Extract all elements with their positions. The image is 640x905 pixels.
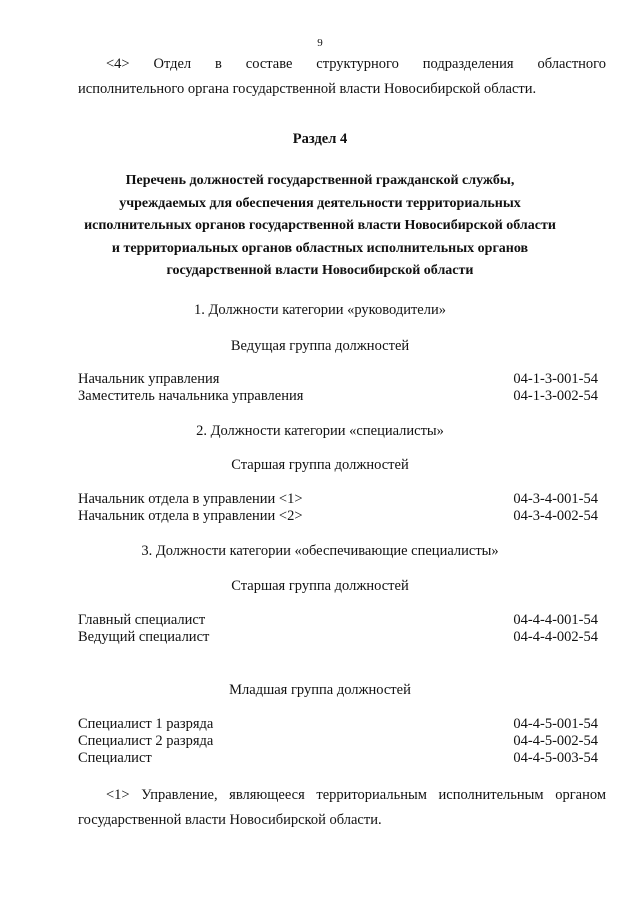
title-line: исполнительных органов государственной власти Новосибирской области [84,218,556,233]
position-name: Главный специалист [78,612,206,628]
footnote-1 [78,783,606,833]
position-name: Специалист [78,750,152,766]
footnote-1-line-2: государственной власти Новосибирской области. [78,812,382,828]
position-code: 04-1-3-001-54 [513,371,598,387]
position-code: 04-3-4-001-54 [513,491,598,507]
position-name: Начальник управления [78,371,220,387]
category-2-group: Старшая группа должностей [231,457,409,473]
position-name: Начальник отдела в управлении <1> [78,491,303,507]
position-code: 04-4-4-001-54 [513,612,598,628]
position-code: 04-4-4-002-54 [513,629,598,645]
position-name: Специалист 1 разряда [78,716,214,732]
position-code: 04-4-5-003-54 [513,750,598,766]
category-3-group-junior: Младшая группа должностей [229,682,411,698]
title-line: государственной власти Новосибирской области [166,263,474,278]
title-line: и территориальных органов областных исполнительных органов [111,240,529,256]
title-line: Перечень должностей государственной гражданской службы, [125,173,515,188]
category-2-heading: 2. Должности категории «специалисты» [196,423,444,439]
section-heading: Раздел 4 [292,131,348,147]
category-3-heading: 3. Должности категории «обеспечивающие специалисты» [141,543,499,559]
category-3-group-senior: Старшая группа должностей [231,578,409,594]
footnote-1-line-1: <1> Управление, являющееся территориальным исполнительным органом [106,787,606,803]
title-line: учреждаемых для обеспечения деятельности территориальных [119,195,521,211]
category-1-heading: 1. Должности категории «руководители» [194,302,446,318]
category-1-group: Ведущая группа должностей [230,338,410,354]
position-code: 04-1-3-002-54 [513,388,598,404]
position-name: Заместитель начальника управления [78,388,304,404]
footnote-4 [78,52,606,102]
position-code: 04-4-5-001-54 [513,716,598,732]
position-name: Ведущий специалист [78,629,210,645]
section-title [60,170,580,283]
footnote-4-line-1: <4> Отдел в составе структурного подразделения областного [106,56,606,72]
position-name: Начальник отдела в управлении <2> [78,508,303,524]
page-number: 9 [317,37,323,49]
position-code: 04-3-4-002-54 [513,508,598,524]
footnote-4-line-2: исполнительного органа государственной власти Новосибирской области. [78,81,537,97]
position-code: 04-4-5-002-54 [513,733,598,749]
position-name: Специалист 2 разряда [78,733,214,749]
